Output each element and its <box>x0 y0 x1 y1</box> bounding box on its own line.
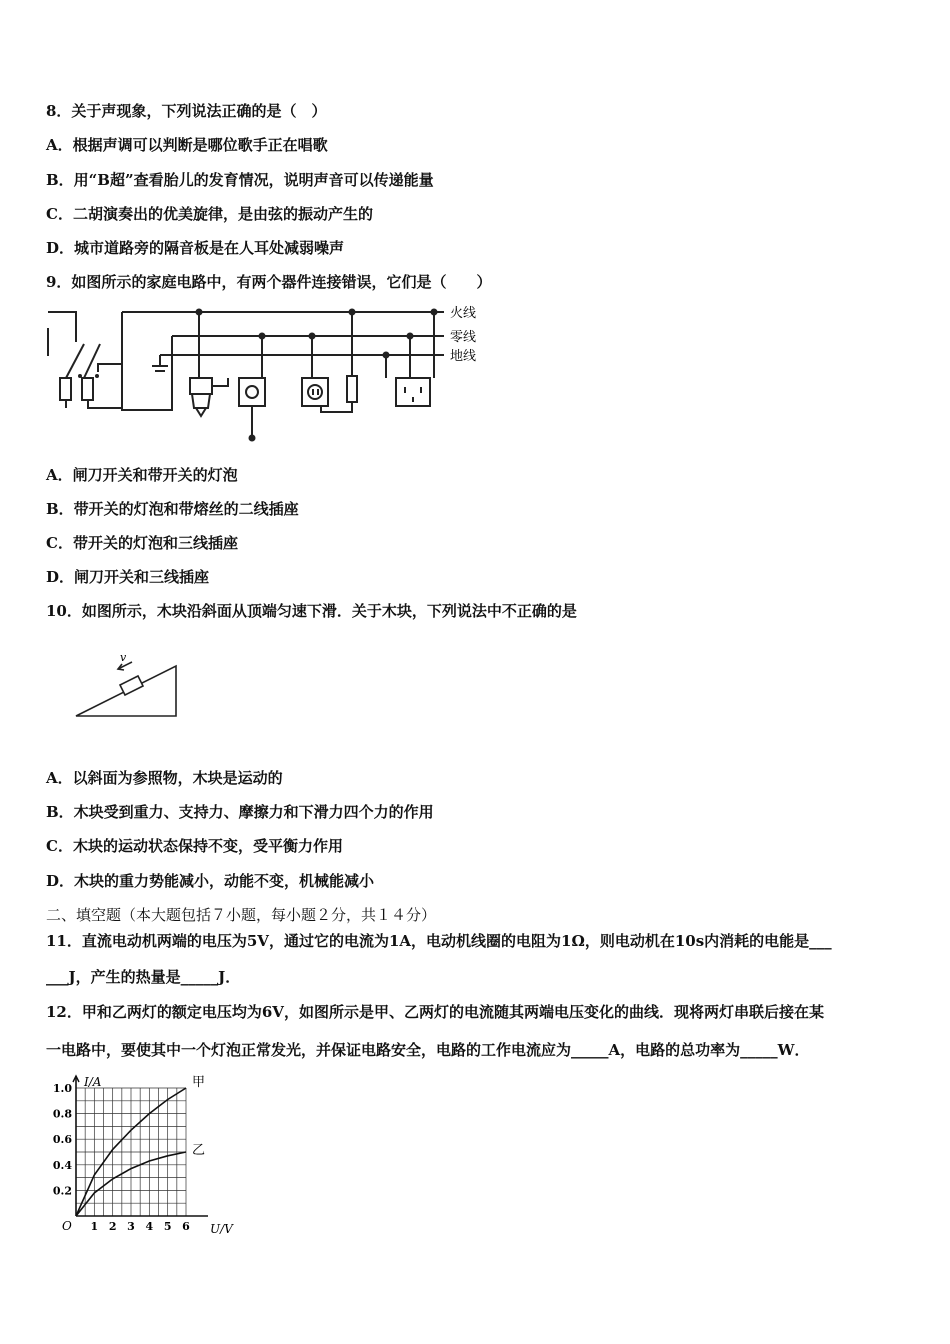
section-heading: 二、填空题（本大题包括７小题，每小题２分，共１４分） <box>46 906 437 924</box>
q8-stem: 8．关于声现象，下列说法正确的是（ ） <box>46 102 327 120</box>
x-tick-label: 2 <box>108 1220 117 1233</box>
ground-wire-label: 地线 <box>450 349 477 364</box>
y-tick-label: 0.6 <box>52 1133 72 1147</box>
y-tick-label: 1.0 <box>52 1082 72 1095</box>
velocity-label: v <box>120 651 127 664</box>
x-tick-label: 1 <box>90 1220 99 1233</box>
series-yi-label: 乙 <box>192 1143 206 1158</box>
x-tick-label: 3 <box>127 1220 135 1233</box>
y-tick-label: 0.8 <box>52 1107 72 1121</box>
y-tick-label: 0.2 <box>52 1184 72 1198</box>
q11-line-1: 11．直流电动机两端的电压为5V，通过它的电流为1A，电动机线圈的电阻为1Ω，则电动机在10s内消耗的电能是___ <box>46 932 832 950</box>
origin-label: O <box>62 1219 72 1233</box>
x-tick-label: 4 <box>145 1220 154 1233</box>
q8-option-c: C．二胡演奏出的优美旋律，是由弦的振动产生的 <box>46 205 373 223</box>
q8-option-b: B．用“B超”查看胎儿的发育情况，说明声音可以传递能量 <box>46 171 434 189</box>
q9-option-b: B．带开关的灯泡和带熔丝的二线插座 <box>46 500 299 518</box>
q10-stem: 10．如图所示，木块沿斜面从顶端匀速下滑．关于木块，下列说法中不正确的是 <box>46 602 577 620</box>
q9-option-d: D．闸刀开关和三线插座 <box>46 568 210 586</box>
q10-option-d: D．木块的重力势能减小，动能不变，机械能减小 <box>46 872 375 890</box>
live-wire-label: 火线 <box>450 306 477 321</box>
q10-option-c: C．木块的运动状态保持不变，受平衡力作用 <box>46 837 343 855</box>
q12-line-2: 一电路中，要使其中一个灯泡正常发光，并保证电路安全，电路的工作电流应为_____A，电路的总功率为_____W． <box>46 1041 810 1059</box>
current-voltage-chart <box>40 1066 280 1246</box>
q9-option-c: C．带开关的灯泡和三线插座 <box>46 534 238 552</box>
q9-option-a: A．闸刀开关和带开关的灯泡 <box>46 466 238 484</box>
q8-option-d: D．城市道路旁的隔音板是在人耳处减弱噪声 <box>46 239 345 257</box>
neutral-wire-label: 零线 <box>450 330 477 345</box>
q11-line-2: ___J，产生的热量是_____J． <box>46 968 241 986</box>
q10-option-b: B．木块受到重力、支持力、摩擦力和下滑力四个力的作用 <box>46 803 434 821</box>
x-axis-label: U/V <box>210 1222 233 1236</box>
y-tick-label: 0.4 <box>52 1158 72 1172</box>
q10-option-a: A．以斜面为参照物，木块是运动的 <box>46 769 283 787</box>
q9-stem: 9．如图所示的家庭电路中，有两个器件连接错误，它们是（ ） <box>46 273 492 291</box>
y-axis-label: I/A <box>84 1075 102 1089</box>
x-tick-label: 5 <box>163 1220 172 1233</box>
q12-line-1: 12．甲和乙两灯的额定电压均为6V，如图所示是甲、乙两灯的电流随其两端电压变化的曲线．现将两灯串联后接在某 <box>46 1003 824 1021</box>
x-tick-label: 6 <box>182 1220 190 1233</box>
wooden-block <box>120 676 143 695</box>
series-jia-label: 甲 <box>192 1075 206 1090</box>
incline-diagram <box>70 648 190 722</box>
q8-option-a: A．根据声调可以判断是哪位歌手正在唱歌 <box>46 136 328 154</box>
household-circuit-diagram <box>44 300 494 448</box>
